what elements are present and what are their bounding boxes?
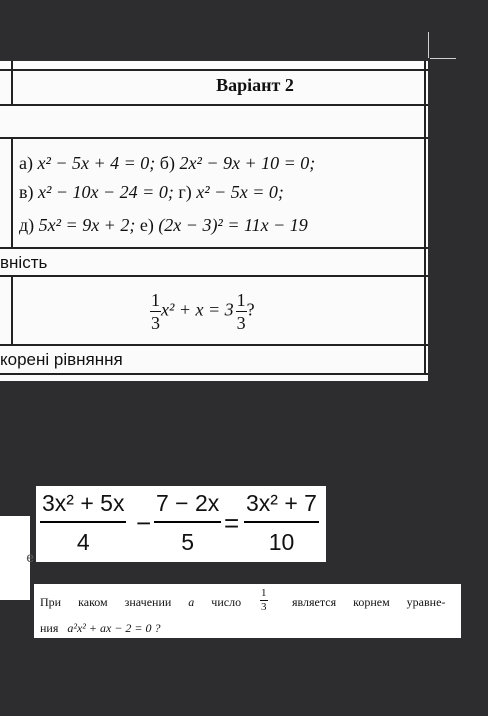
textbook-scan-ukrainian [0,61,428,381]
task-label-g: г) [178,182,192,202]
table-border [11,275,13,344]
scan-artifact-line [428,32,429,58]
left-fraction: $\frac{\text{3x² + 5x}}{4}$ [42,490,125,555]
task-label-v: в) [19,182,34,202]
fraction-equation-image [36,486,326,562]
question-line-1: При каком значении a число [40,595,242,609]
task-eq-g: x² − 5x = 0; [196,182,284,202]
task-eq-a: x² − 5x + 4 = 0; [37,153,156,173]
table-border [424,61,426,373]
task-eq-d: 5x² = 9x + 2; [38,215,136,235]
question-line-2: ния a²x² + ax − 2 = 0 ? [40,621,161,635]
fraction-one-third-small: 1 3 [261,587,267,613]
table-border [0,247,428,249]
right-fraction: $\frac{\text{3x² + 7}}{10}$ [246,490,317,555]
table-border [0,275,428,277]
scan-artifact-line [430,58,456,59]
question-equation: a²x² + ax − 2 = 0 ? [67,621,161,635]
table-border [11,137,13,247]
cropped-page-fragment [0,516,34,600]
task-label-e: е) [139,215,154,235]
mixed-fraction: $\frac{1}{3}$ [236,290,246,333]
middle-fraction: $\frac{7 - 2x}{5}$ [156,490,220,555]
variable-a: a [188,595,195,609]
row-label-equality: вність [0,253,48,272]
fraction-one-third: $\frac{1}{3}$ [151,290,160,333]
row-label-roots: корені рівняння [0,350,123,369]
task-label-b: б) [159,153,175,173]
variant-title: Варіант 2 [216,75,294,95]
table-border [0,137,428,139]
task-line-1 [19,153,315,174]
task-line-3 [19,215,308,236]
task-eq-b: 2x² − 9x + 10 = 0; [179,153,316,173]
equals-sign: = [224,508,240,538]
minus-sign: − [136,508,152,538]
table-border [0,104,428,106]
table-border [11,61,13,104]
table-border [0,373,428,375]
equality-mid: x² + x = 3 [161,299,234,320]
question-russian [34,584,461,638]
question-mark: ? [246,299,255,320]
task-eq-e: (2x − 3)² = 11x − 19 [158,215,308,235]
task-label-d: д) [19,215,35,235]
cropped-letter: е [26,549,34,565]
task-line-2 [19,182,284,203]
task-eq-v: x² − 10x − 24 = 0; [38,182,174,202]
question-line-1-end: является корнем уравне- [292,595,446,609]
equality-question [150,291,255,332]
table-border [0,69,428,71]
task-label-a: а) [19,153,33,173]
table-border [0,344,428,346]
